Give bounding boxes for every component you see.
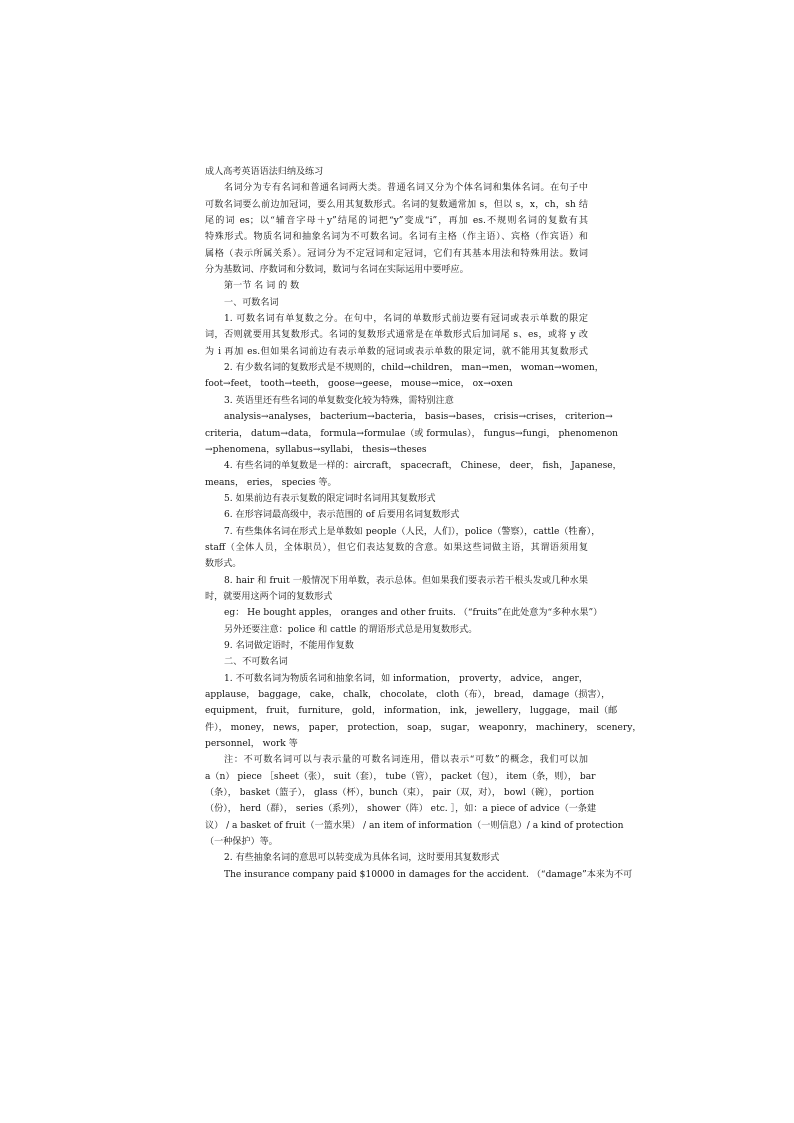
text-line: →phenomena，syllabus→syllabi， thesis→theses xyxy=(205,444,427,455)
text-line: 件）， money， news， paper， protection， soap， sugar， weaponry， machinery， scenery， xyxy=(205,722,642,733)
document-title: 成人高考英语语法归纳及练习 xyxy=(205,167,324,177)
text-line: 时，就要用这两个词的复数形式 xyxy=(205,591,333,602)
text-line: （份）， herd（群）， series（系列）， shower（阵） etc. ］，如：a piece of advice（一条建 xyxy=(205,804,597,815)
text-line: 8. hair 和 fruit 一般情况下用单数，表示总体。但如果我们要表示若干根头发或几种水果 xyxy=(224,575,588,586)
text-line: 1. 不可数名词为物质名词和抽象名词，如 information， proverty， advice， anger， xyxy=(224,673,588,684)
text-line: 另外还要注意：police 和 cattle 的谓语形式总是用复数形式。 xyxy=(224,624,478,635)
text-line: 分为基数词、序数词和分数词，数词与名词在实际运用中要呼应。 xyxy=(205,265,469,276)
text-line: （条）， basket（篮子）， glass（杯），bunch（束）， pair（双，对）， bowl（碗）， portion xyxy=(205,788,595,799)
document-body xyxy=(205,180,642,883)
text-line: 第一节 名 词 的 数 xyxy=(224,281,300,292)
text-line: equipment， fruit， furniture， gold， information， ink， jewellery， luggage， mail（邮 xyxy=(205,706,618,717)
text-line: foot→feet， tooth→teeth， goose→geese， mouse→mice， ox→oxen xyxy=(205,379,513,390)
text-line: 4. 有些名词的单复数是一样的：aircraft， spacecraft， Chinese， deer， fish， Japanese， xyxy=(224,461,622,472)
text-line: 特殊形式。物质名词和抽象名词为不可数名词。名词有主格（作主语）、宾格（作宾语）和 xyxy=(205,232,588,243)
text-line: 议） / a basket of fruit（一篮水果） / an item of information（一则信息）/ a kind of protection xyxy=(205,820,624,831)
text-line: 7. 有些集体名词在形式上是单数如 people（人民，人们），police（警察），cattle（牲畜）， xyxy=(224,526,601,537)
text-line: 为 i 再加 es.但如果名词前边有表示单数的冠词或表示单数的限定词，就不能用其复数形式 xyxy=(205,346,588,357)
text-line: analysis→analyses， bacterium→bacteria， basis→bases， crisis→crises， criterion→ xyxy=(224,412,613,423)
text-line: 名词分为专有名词和普通名词两大类。普通名词又分为个体名词和集体名词。在句子中 xyxy=(224,183,588,194)
text-line: 3. 英语里还有些名词的单复数变化较为特殊，需特别注意 xyxy=(224,395,454,406)
text-line: a（n） piece ［sheet（张）， suit（套）， tube（管）， packet（包）， item（条，则）， bar xyxy=(205,771,596,782)
text-line: 注：不可数名词可以与表示量的可数名词连用，借以表示“可数”的概念，我们可以加 xyxy=(224,755,588,766)
text-line: 二、不可数名词 xyxy=(224,657,288,668)
text-line: staff（全体人员，全体职员），但它们表达复数的含意。如果这些词做主语，其谓语须用复 xyxy=(205,542,588,553)
text-line: 一、可数名词 xyxy=(224,297,279,308)
text-line: 1. 可数名词有单复数之分。在句中，名词的单数形式前边要有冠词或表示单数的限定 xyxy=(224,314,588,325)
text-line: 6. 在形容词最高级中，表示范围的 of 后要用名词复数形式 xyxy=(224,510,460,521)
text-line: means， eries， species 等。 xyxy=(205,477,337,488)
text-line: applause， baggage， cake， chalk， chocolate， cloth（布）， bread， damage（损害）， xyxy=(205,690,611,700)
text-line: 2. 有些抽象名词的意思可以转变成为具体名词，这时要用其复数形式 xyxy=(224,853,500,864)
text-line: The insurance company paid $10000 in damages for the accident. （“damage”本来为不可 xyxy=(224,869,633,880)
text-line: 9. 名词做定语时，不能用作复数 xyxy=(224,640,354,651)
text-line: 数形式。 xyxy=(205,559,242,570)
text-line: 尾的词 es；以“辅音字母＋y”结尾的词把“y”变成“i”，再加 es.不规则名词的复数有其 xyxy=(205,216,588,227)
text-line: 属格（表示所属关系）。冠词分为不定冠词和定冠词，它们有其基本用法和特殊用法。数词 xyxy=(205,248,588,259)
text-line: 2. 有少数名词的复数形式是不规则的，child→children， man→men， woman→women， xyxy=(224,363,604,374)
text-line: 可数名词要么前边加冠词，要么用其复数形式。名词的复数通常加 s，但以 s，x，ch，sh 结 xyxy=(205,199,588,210)
text-line: personnel， work 等 xyxy=(205,739,298,750)
text-line: 词，否则就要用其复数形式。名词的复数形式通常是在单数形式后加词尾 s、es，或将 y 改 xyxy=(205,330,588,341)
text-line: eg： He bought apples， oranges and other fruits. （“fruits”在此处意为“多种水果”） xyxy=(224,608,603,619)
document-page xyxy=(205,164,642,883)
text-line: criteria， datum→data， formula→formulae（或 formulas）， fungus→fungi， phenomenon xyxy=(205,428,619,439)
text-line: （一种保护）等。 xyxy=(205,837,278,848)
text-line: 5. 如果前边有表示复数的限定词时名词用其复数形式 xyxy=(224,493,436,504)
